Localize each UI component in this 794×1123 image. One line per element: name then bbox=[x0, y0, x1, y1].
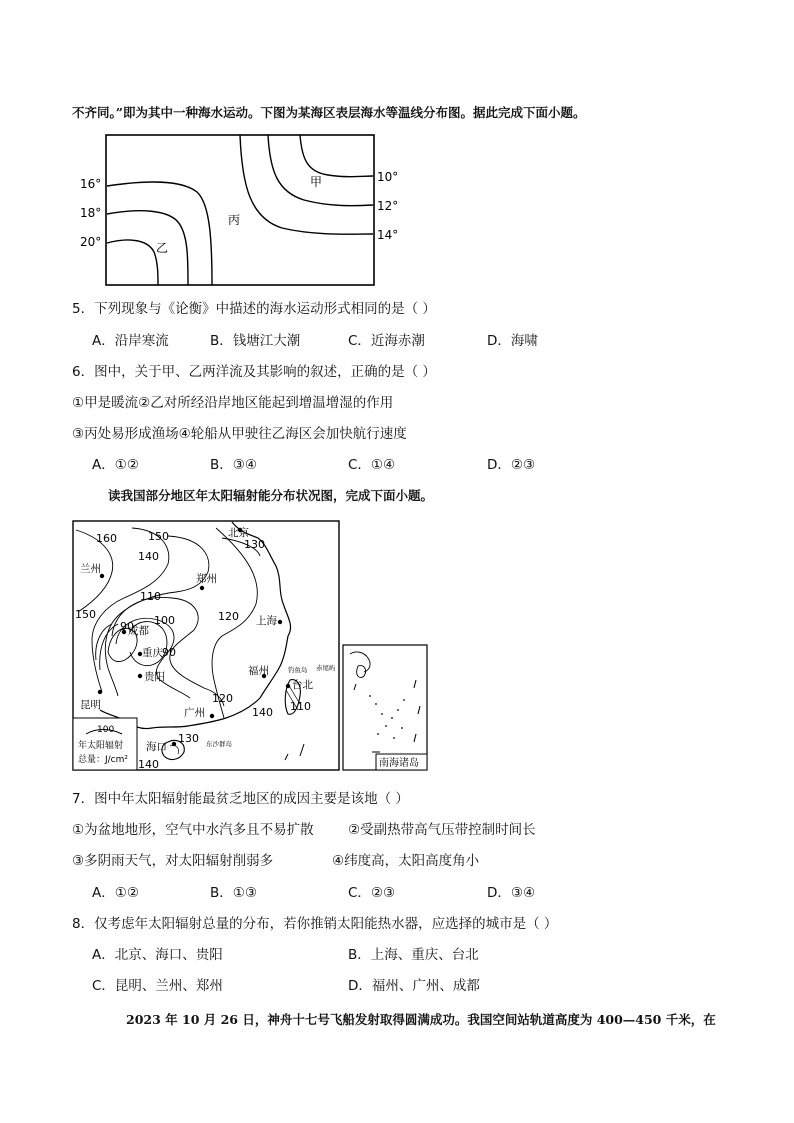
value-140-top: 140 bbox=[138, 550, 159, 563]
label-14: 14° bbox=[377, 228, 399, 242]
q6-option-a[interactable]: A．①② bbox=[92, 457, 139, 473]
label-20: 20° bbox=[80, 235, 102, 249]
city-guiyang: 贵阳 bbox=[144, 671, 165, 683]
q7-statement-3: ③多阴雨天气，对太阳辐射削弱多 bbox=[72, 853, 274, 869]
q6-statement-1: ①甲是暖流②乙对所经沿岸地区能起到增温增湿的作用 bbox=[72, 395, 394, 411]
legend-value: 100 bbox=[97, 725, 115, 735]
city-haikou: 海口 bbox=[146, 741, 167, 753]
inset-frame bbox=[343, 645, 427, 770]
city-fuzhou: 福州 bbox=[248, 665, 269, 677]
intro-text: 不齐同。”即为其中一种海水运动。下图为某海区表层海水等温线分布图。据此完成下面小题。 bbox=[72, 105, 586, 120]
value-120-south: 120 bbox=[212, 692, 233, 705]
value-110-taiwan: 110 bbox=[290, 700, 311, 713]
value-160: 160 bbox=[96, 532, 117, 545]
isotherm-20 bbox=[107, 240, 158, 285]
q8-option-b[interactable]: B．上海、重庆、台北 bbox=[348, 947, 479, 963]
q5-option-a[interactable]: A．沿岸寒流 bbox=[92, 333, 169, 349]
q7-option-d[interactable]: D．③④ bbox=[487, 885, 536, 901]
legend-line1: 年太阳辐射 bbox=[78, 741, 124, 751]
q7-option-c[interactable]: C．②③ bbox=[348, 885, 396, 901]
label-yi: 乙 bbox=[156, 241, 169, 255]
q5-stem: 5．下列现象与《论衡》中描述的海水运动形式相同的是（ ） bbox=[72, 301, 436, 317]
south-china-sea-inset bbox=[342, 644, 428, 772]
city-taibei: 台北 bbox=[292, 679, 313, 691]
q7-option-a[interactable]: A．①② bbox=[92, 885, 139, 901]
value-140-taiwan: 140 bbox=[252, 706, 273, 719]
isotherm-10 bbox=[300, 135, 373, 177]
label-12: 12° bbox=[377, 199, 399, 213]
q5-option-b[interactable]: B．钱塘江大潮 bbox=[210, 333, 301, 349]
city-shanghai: 上海 bbox=[256, 615, 277, 627]
q6-option-b[interactable]: B．③④ bbox=[210, 457, 257, 473]
q7-option-b[interactable]: B．①③ bbox=[210, 885, 257, 901]
value-120-mid: 120 bbox=[218, 610, 239, 623]
city-kunming: 昆明 bbox=[80, 699, 101, 711]
label-10: 10° bbox=[377, 170, 399, 184]
city-beijing: 北京 bbox=[228, 527, 249, 539]
radiation-intro: 读我国部分地区年太阳辐射能分布状况图，完成下面小题。 bbox=[108, 488, 434, 503]
q7-stem: 7．图中年太阳辐射能最贫乏地区的成因主要是该地（ ） bbox=[72, 791, 409, 807]
legend-line2: 总量：J/cm² bbox=[78, 755, 129, 765]
q5-option-d[interactable]: D．海啸 bbox=[487, 333, 538, 349]
island-diaoyu: 钓鱼岛 bbox=[288, 666, 308, 674]
isoline-tight-1 bbox=[96, 624, 112, 660]
island-chiwei: 赤尾屿 bbox=[316, 664, 336, 672]
value-150-top: 150 bbox=[148, 530, 169, 543]
isotherm-16 bbox=[107, 182, 212, 285]
q6-statement-2: ③丙处易形成渔场④轮船从甲驶往乙海区会加快航行速度 bbox=[72, 426, 407, 442]
q8-option-c[interactable]: C．昆明、兰州、郑州 bbox=[92, 978, 223, 994]
city-chongqing: 重庆 bbox=[142, 647, 163, 659]
value-100: 100 bbox=[154, 614, 175, 627]
island-dongsha: 东沙群岛 bbox=[206, 740, 232, 748]
value-130-top: 130 bbox=[244, 538, 265, 551]
value-140-south: 140 bbox=[138, 758, 159, 771]
value-150-left: 150 bbox=[75, 608, 96, 621]
q6-option-d[interactable]: D．②③ bbox=[487, 457, 536, 473]
map-frame bbox=[106, 135, 374, 285]
label-16: 16° bbox=[80, 177, 102, 191]
q6-stem: 6．图中，关于甲、乙两洋流及其影响的叙述，正确的是（ ） bbox=[72, 364, 436, 380]
q7-statement-1: ①为盆地地形，空气中水汽多且不易扩散 bbox=[72, 822, 314, 838]
q8-stem: 8．仅考虑年太阳辐射总量的分布，若你推销太阳能热水器，应选择的城市是（ ） bbox=[72, 916, 558, 932]
q5-option-c[interactable]: C．近海赤潮 bbox=[348, 333, 425, 349]
label-18: 18° bbox=[80, 206, 102, 220]
q7-statement-4: ④纬度高，太阳高度角小 bbox=[332, 853, 480, 869]
value-110: 110 bbox=[140, 590, 161, 603]
value-90-east: 90 bbox=[162, 646, 176, 659]
isotherm-14 bbox=[240, 135, 373, 234]
city-zhengzhou: 郑州 bbox=[196, 573, 217, 585]
isoline-120 bbox=[212, 528, 257, 718]
inset-label: 南海诸岛 bbox=[379, 758, 419, 769]
q8-option-d[interactable]: D．福州、广州、成都 bbox=[348, 978, 480, 994]
isotherm-12 bbox=[268, 135, 373, 206]
q7-statement-2: ②受副热带高气压带控制时间长 bbox=[348, 822, 536, 838]
q8-option-a[interactable]: A．北京、海口、贵阳 bbox=[92, 947, 223, 963]
city-lanzhou: 兰州 bbox=[80, 563, 101, 575]
city-guangzhou: 广州 bbox=[184, 707, 205, 719]
sea-temperature-map bbox=[72, 130, 412, 290]
value-90-west: 90 bbox=[120, 620, 134, 633]
value-130-south: 130 bbox=[178, 732, 199, 745]
city-chengdu: 成都 bbox=[128, 625, 149, 637]
tail-text: 2023 年 10 月 26 日，神舟十七号飞船发射取得圆满成功。我国空间站轨道高度为 400—450 千米，在 bbox=[126, 1012, 716, 1027]
isotherm-18 bbox=[107, 211, 188, 285]
q6-option-c[interactable]: C．①④ bbox=[348, 457, 396, 473]
label-jia: 甲 bbox=[310, 175, 323, 189]
solar-radiation-map bbox=[72, 520, 340, 772]
label-bing: 丙 bbox=[228, 213, 241, 227]
